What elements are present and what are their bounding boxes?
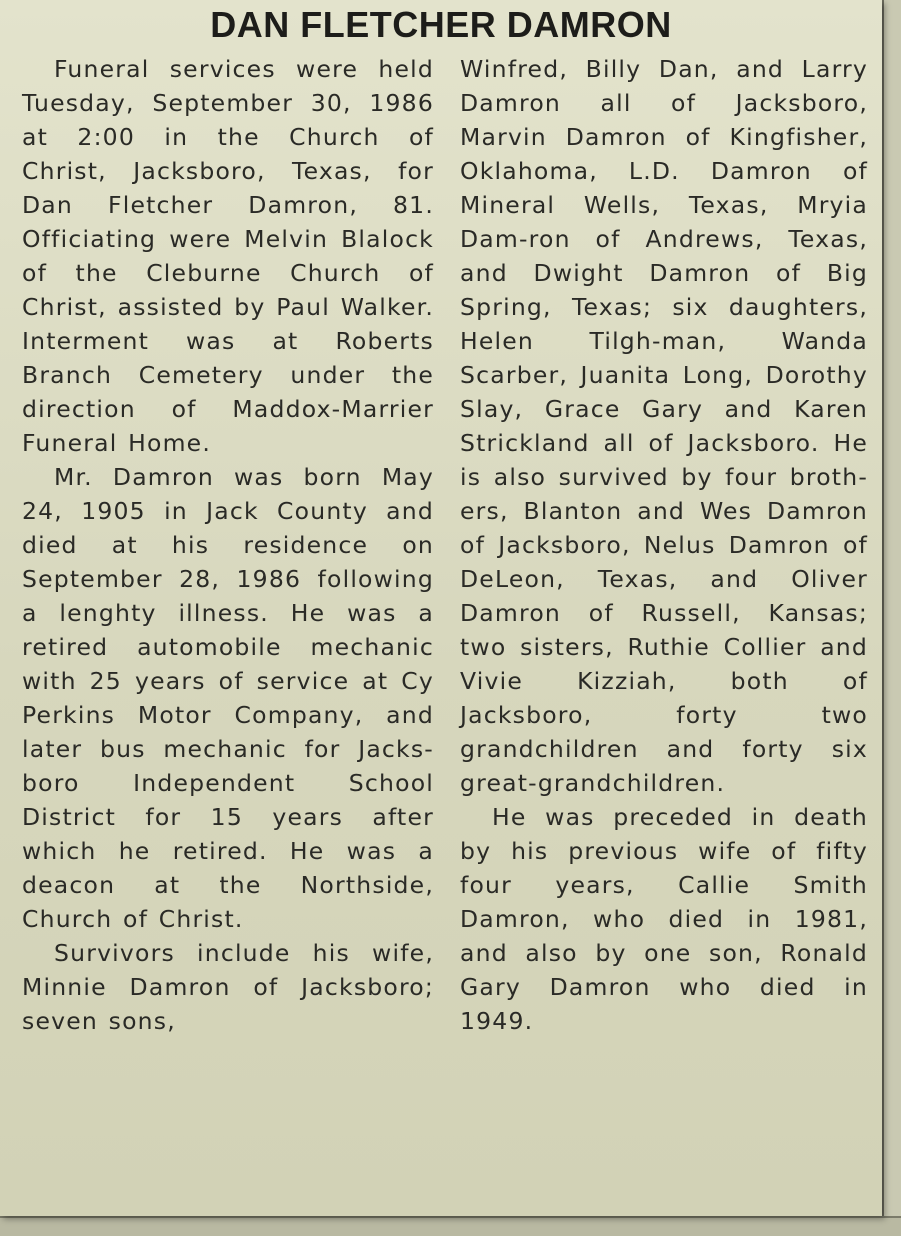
background-page-edge-bottom <box>0 1216 901 1236</box>
paragraph-survivors-start: Survivors include his wife, Minnie Damron of Jacksboro; seven sons, <box>22 939 434 1035</box>
obituary-headline: DAN FLETCHER DAMRON <box>210 4 672 45</box>
right-column <box>460 52 868 1038</box>
left-column <box>22 52 434 1038</box>
background-page-edge <box>882 0 901 1234</box>
paragraph-preceded-in-death: He was preceded in death by his previous wife of fifty four years, Callie Smith Damron, who died in 1981, and also by one son, Ronald Gary Damron who died in 1949. <box>460 803 868 1035</box>
paragraph-biography: Mr. Damron was born May 24, 1905 in Jack County and died at his residence on September 28, 1986 following a lenghty illness. He was a retired automobile mechanic with 25 years of service at Cy Perkins Motor Company, and later bus mechanic for Jacks-boro Independent School District for 15 years after which he retired. He was a deacon at the Northside, Church of Christ. <box>22 463 434 933</box>
paragraph-survivors-continued: Winfred, Billy Dan, and Larry Damron all of Jacksboro, Marvin Damron of Kingfisher, Oklahoma, L.D. Damron of Mineral Wells, Texas, Mryia Dam-ron of Andrews, Texas, and Dwight Damron of Big Spring, Texas; six daughters, Helen Tilgh-man, Wanda Scarber, Juanita Long, Dorothy Slay, Grace Gary and Karen Strickland all of Jacksboro. He is also survived by four broth-ers, Blanton and Wes Damron of Jacksboro, Nelus Damron of DeLeon, Texas, and Oliver Damron of Russell, Kansas; two sisters, Ruthie Collier and Vivie Kizziah, both of Jacksboro, forty two grandchildren and forty six great-grandchildren. <box>460 55 868 797</box>
paragraph-funeral-services: Funeral services were held Tuesday, September 30, 1986 at 2:00 in the Church of Christ, Jacksboro, Texas, for Dan Fletcher Damron, 81. Officiating were Melvin Blalock of the Cleburne Church of Christ, assisted by Paul Walker. Interment was at Roberts Branch Cemetery under the direction of Maddox-Marrier Funeral Home. <box>22 55 434 457</box>
